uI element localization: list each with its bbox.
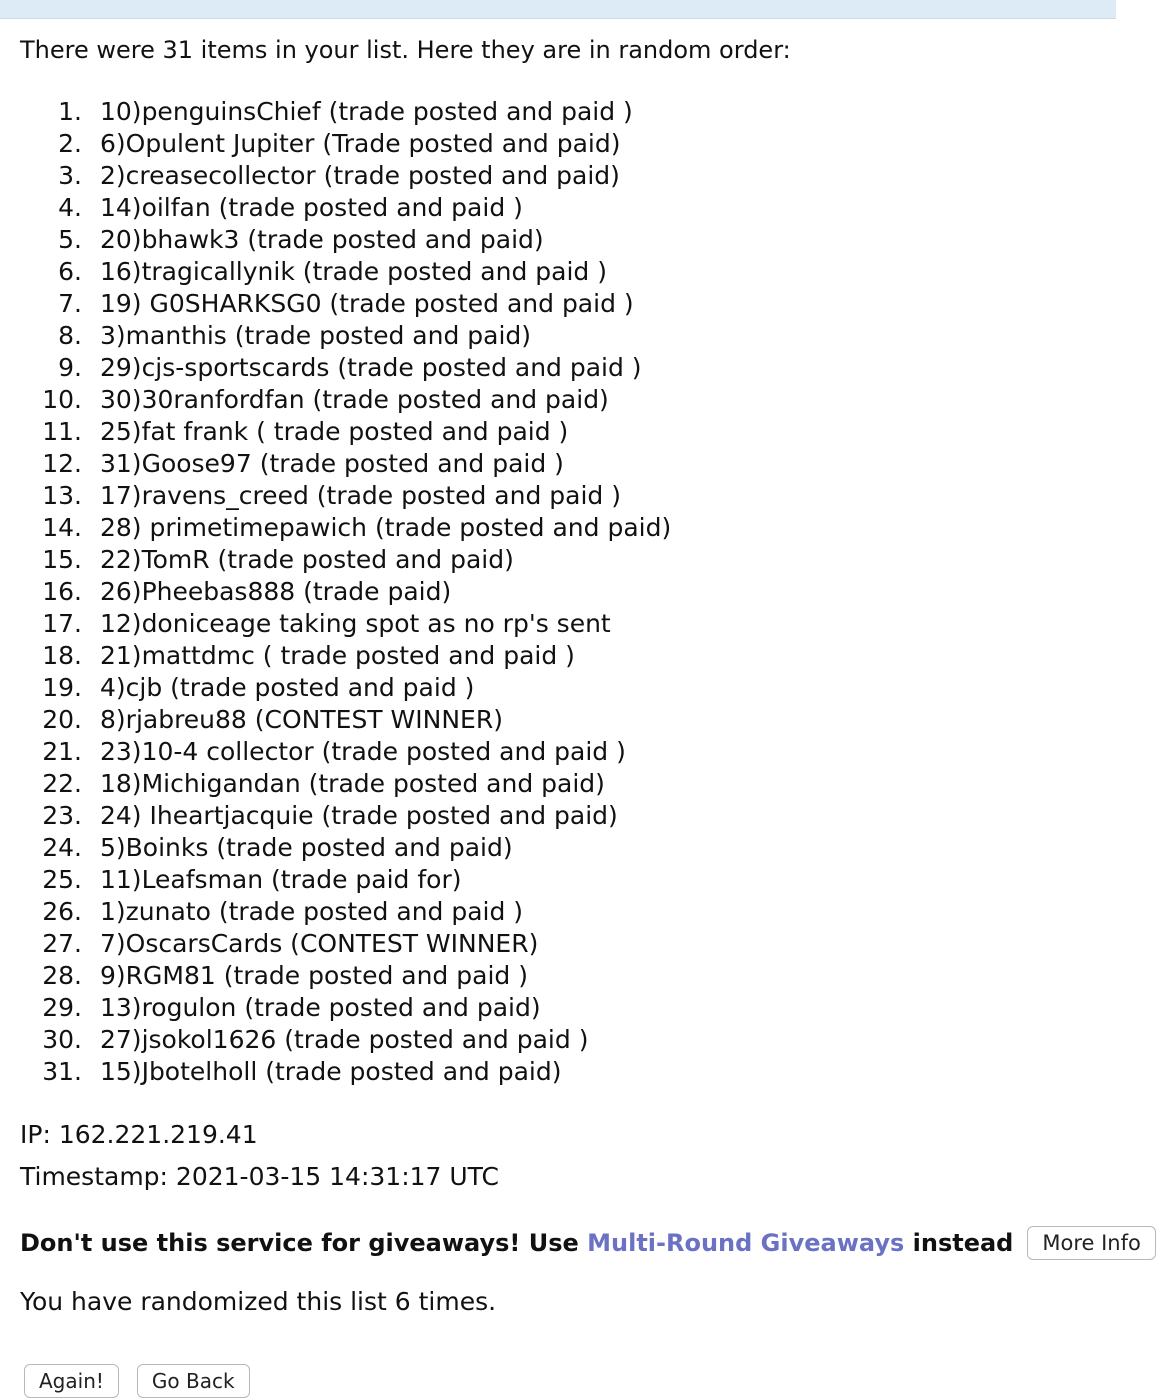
list-item-text: 30)30ranfordfan (trade posted and paid) bbox=[100, 385, 609, 414]
again-button[interactable]: Again! bbox=[24, 1364, 119, 1398]
list-item-text: 29)cjs-sportscards (trade posted and paid ) bbox=[100, 353, 642, 382]
list-item-number: 24. bbox=[42, 833, 82, 862]
list-item bbox=[20, 640, 1116, 672]
list-item bbox=[20, 864, 1116, 896]
list-item-number: 2. bbox=[58, 129, 82, 158]
list-item bbox=[20, 416, 1116, 448]
list-item-number: 23. bbox=[42, 801, 82, 830]
list-item-text: 16)tragicallynik (trade posted and paid ) bbox=[100, 257, 607, 286]
list-item-number: 17. bbox=[42, 609, 82, 638]
list-item-number: 20. bbox=[42, 705, 82, 734]
list-item bbox=[20, 576, 1116, 608]
list-item bbox=[20, 992, 1116, 1024]
list-item bbox=[20, 224, 1116, 256]
randomized-list bbox=[20, 96, 1116, 1088]
list-item-text: 19) G0SHARKSG0 (trade posted and paid ) bbox=[100, 289, 634, 318]
list-item bbox=[20, 1056, 1116, 1088]
result-intro: There were 31 items in your list. Here they are in random order: bbox=[20, 36, 791, 64]
list-item-text: 1)zunato (trade posted and paid ) bbox=[100, 897, 524, 926]
list-item-text: 2)creasecollector (trade posted and paid) bbox=[100, 161, 620, 190]
list-item bbox=[20, 544, 1116, 576]
list-item-number: 13. bbox=[42, 481, 82, 510]
list-item-text: 31)Goose97 (trade posted and paid ) bbox=[100, 449, 564, 478]
list-item-number: 26. bbox=[42, 897, 82, 926]
more-info-button[interactable]: More Info bbox=[1027, 1226, 1155, 1260]
list-item-text: 24) Iheartjacquie (trade posted and paid) bbox=[100, 801, 618, 830]
list-item-text: 9)RGM81 (trade posted and paid ) bbox=[100, 961, 528, 990]
list-item bbox=[20, 256, 1116, 288]
randomized-count: You have randomized this list 6 times. bbox=[20, 1287, 497, 1316]
list-item bbox=[20, 320, 1116, 352]
giveaway-prefix: Don't use this service for giveaways! Use bbox=[20, 1229, 588, 1257]
list-item-text: 22)TomR (trade posted and paid) bbox=[100, 545, 514, 574]
list-item bbox=[20, 704, 1116, 736]
list-item bbox=[20, 480, 1116, 512]
list-item bbox=[20, 352, 1116, 384]
results-content bbox=[20, 32, 1141, 1345]
list-item-text: 3)manthis (trade posted and paid) bbox=[100, 321, 532, 350]
list-item bbox=[20, 960, 1116, 992]
multi-round-giveaways-link[interactable]: Multi-Round Giveaways bbox=[587, 1229, 905, 1257]
list-item bbox=[20, 1024, 1116, 1056]
list-item-text: 8)rjabreu88 (CONTEST WINNER) bbox=[100, 705, 503, 734]
list-item-text: 4)cjb (trade posted and paid ) bbox=[100, 673, 475, 702]
list-item bbox=[20, 96, 1116, 128]
list-item-text: 14)oilfan (trade posted and paid ) bbox=[100, 193, 523, 222]
list-item bbox=[20, 512, 1116, 544]
list-item-text: 5)Boinks (trade posted and paid) bbox=[100, 833, 513, 862]
ip-address: IP: 162.221.219.41 bbox=[20, 1120, 258, 1149]
list-item-number: 11. bbox=[42, 417, 82, 446]
list-item bbox=[20, 384, 1116, 416]
list-item bbox=[20, 288, 1116, 320]
list-item-number: 22. bbox=[42, 769, 82, 798]
list-item-text: 25)fat frank ( trade posted and paid ) bbox=[100, 417, 569, 446]
list-item-number: 18. bbox=[42, 641, 82, 670]
list-item-number: 16. bbox=[42, 577, 82, 606]
list-item-text: 10)penguinsChief (trade posted and paid ) bbox=[100, 97, 633, 126]
giveaway-suffix: instead bbox=[904, 1229, 1014, 1257]
list-item bbox=[20, 768, 1116, 800]
list-item bbox=[20, 608, 1116, 640]
list-item bbox=[20, 128, 1116, 160]
list-item bbox=[20, 192, 1116, 224]
giveaway-text bbox=[20, 1229, 1013, 1257]
list-item-text: 6)Opulent Jupiter (Trade posted and paid) bbox=[100, 129, 621, 158]
list-item-number: 30. bbox=[42, 1025, 82, 1054]
list-item-text: 15)Jbotelholl (trade posted and paid) bbox=[100, 1057, 562, 1086]
list-item-text: 21)mattdmc ( trade posted and paid ) bbox=[100, 641, 575, 670]
timestamp: Timestamp: 2021-03-15 14:31:17 UTC bbox=[20, 1162, 499, 1191]
list-item-number: 29. bbox=[42, 993, 82, 1022]
list-item bbox=[20, 832, 1116, 864]
list-item-text: 26)Pheebas888 (trade paid) bbox=[100, 577, 452, 606]
list-item bbox=[20, 896, 1116, 928]
list-item-number: 19. bbox=[42, 673, 82, 702]
list-item-number: 15. bbox=[42, 545, 82, 574]
list-item bbox=[20, 448, 1116, 480]
list-item-number: 1. bbox=[58, 97, 82, 126]
list-item-text: 20)bhawk3 (trade posted and paid) bbox=[100, 225, 544, 254]
list-item-number: 5. bbox=[58, 225, 82, 254]
list-item-number: 27. bbox=[42, 929, 82, 958]
list-item-text: 13)rogulon (trade posted and paid) bbox=[100, 993, 541, 1022]
list-item-number: 10. bbox=[42, 385, 82, 414]
list-item-text: 18)Michigandan (trade posted and paid) bbox=[100, 769, 605, 798]
list-item-text: 11)Leafsman (trade paid for) bbox=[100, 865, 462, 894]
list-item-number: 3. bbox=[58, 161, 82, 190]
list-item bbox=[20, 928, 1116, 960]
list-item bbox=[20, 672, 1116, 704]
top-strip bbox=[0, 0, 1116, 19]
bottom-buttons bbox=[24, 1364, 250, 1398]
list-item-number: 4. bbox=[58, 193, 82, 222]
list-item-number: 21. bbox=[42, 737, 82, 766]
list-item bbox=[20, 736, 1116, 768]
list-item bbox=[20, 800, 1116, 832]
list-item-number: 25. bbox=[42, 865, 82, 894]
list-item-text: 12)doniceage taking spot as no rp's sent bbox=[100, 609, 611, 638]
list-item-number: 8. bbox=[58, 321, 82, 350]
list-item-number: 7. bbox=[58, 289, 82, 318]
list-item-number: 6. bbox=[58, 257, 82, 286]
list-item-number: 31. bbox=[42, 1057, 82, 1086]
giveaway-notice bbox=[20, 1222, 1141, 1264]
list-item-number: 28. bbox=[42, 961, 82, 990]
list-item-text: 23)10-4 collector (trade posted and paid ) bbox=[100, 737, 626, 766]
list-item-text: 28) primetimepawich (trade posted and paid) bbox=[100, 513, 672, 542]
list-item bbox=[20, 160, 1116, 192]
list-item-number: 9. bbox=[58, 353, 82, 382]
list-item-number: 12. bbox=[42, 449, 82, 478]
list-item-text: 27)jsokol1626 (trade posted and paid ) bbox=[100, 1025, 589, 1054]
list-item-text: 7)OscarsCards (CONTEST WINNER) bbox=[100, 929, 539, 958]
go-back-button[interactable]: Go Back bbox=[137, 1364, 250, 1398]
list-item-text: 17)ravens_creed (trade posted and paid ) bbox=[100, 481, 621, 510]
list-item-number: 14. bbox=[42, 513, 82, 542]
